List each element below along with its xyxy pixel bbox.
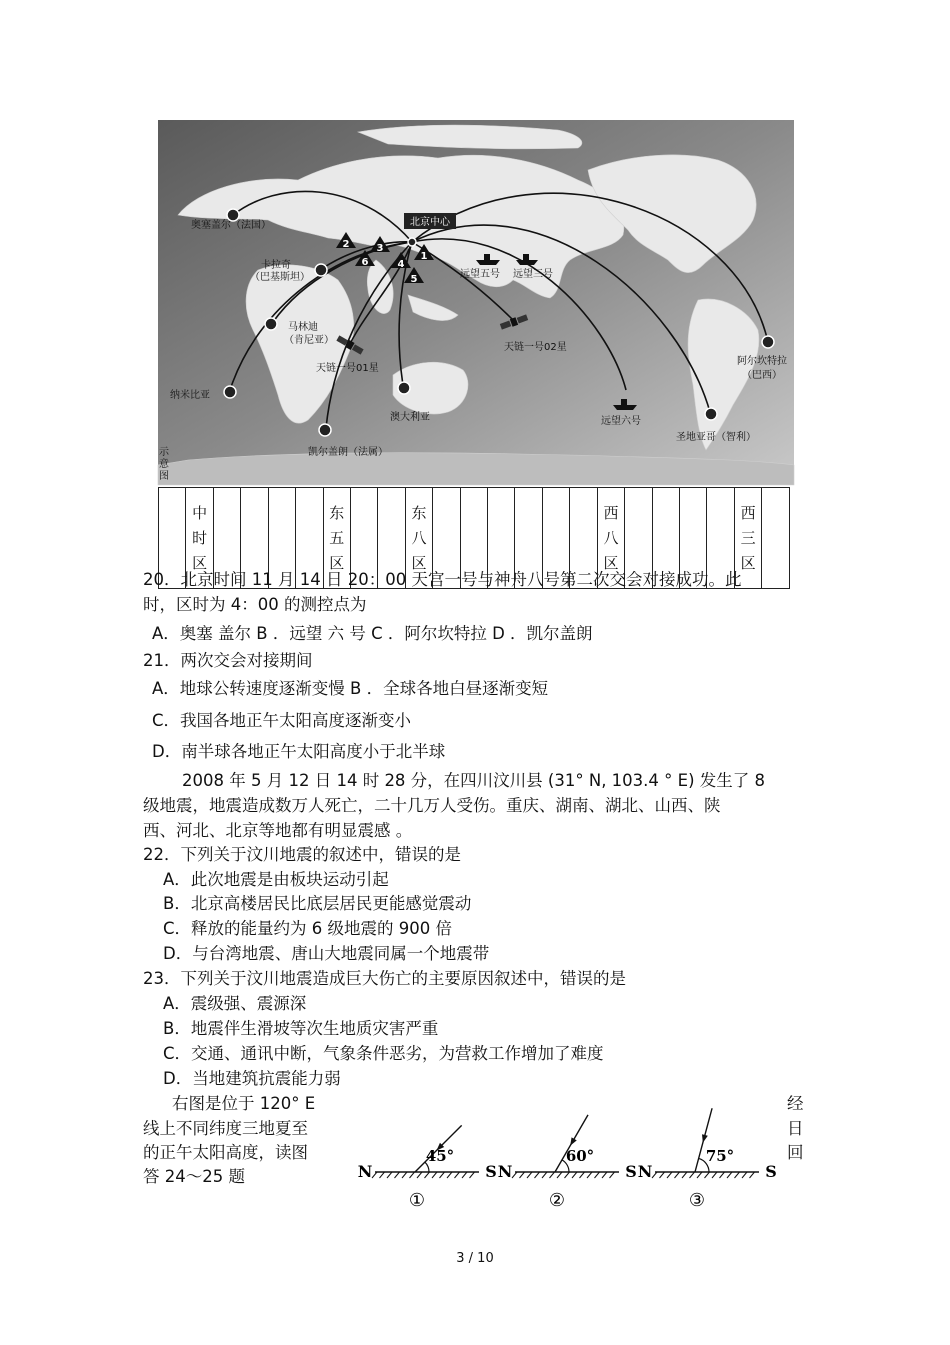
timezone-char: 西 bbox=[740, 503, 756, 522]
q23-option-d: D．当地建筑抗震能力弱 bbox=[163, 1069, 341, 1088]
angle-label: 75° bbox=[705, 1147, 735, 1165]
sun-ray-arrow bbox=[702, 1134, 708, 1143]
ground-hatch bbox=[742, 1172, 747, 1178]
q20-options: A．奥塞 盖尔 B ．远望 六 号 C ．阿尔坎特拉 D ．凯尔盖朗 bbox=[152, 624, 593, 643]
q20-line2: 时，区时为 4：00 的测控点为 bbox=[143, 595, 367, 614]
ground-hatch bbox=[602, 1172, 607, 1178]
timezone-cell-text bbox=[598, 501, 624, 576]
label-karachi: 卡拉奇 bbox=[261, 260, 291, 271]
marker-label-5: 5 bbox=[410, 274, 418, 285]
sun-panel-3 bbox=[638, 1108, 777, 1211]
ground-hatch bbox=[690, 1172, 695, 1178]
ground-hatch bbox=[380, 1172, 385, 1178]
north-label: N bbox=[637, 1162, 653, 1181]
intro-right-3: 回 bbox=[787, 1143, 804, 1162]
timezone-char: 区 bbox=[411, 553, 427, 572]
marker-label-1: 1 bbox=[420, 251, 428, 262]
q22-option-c: C．释放的能量约为 6 级地震的 900 倍 bbox=[163, 919, 452, 938]
ground-hatch bbox=[705, 1172, 710, 1178]
ground-hatch bbox=[580, 1172, 585, 1178]
timezone-char bbox=[718, 501, 723, 526]
timezone-cell-text bbox=[515, 501, 541, 576]
timezone-cell-text bbox=[214, 501, 240, 576]
side-note-2: 意 bbox=[159, 459, 169, 470]
q20-line1: 20．北京时间 11 月 14 日 20：00 天宫一号与神舟八号第二次交会对接成功。此 bbox=[143, 570, 742, 589]
q23-option-b: B．地震伴生滑坡等次生地质灾害严重 bbox=[163, 1019, 439, 1038]
timezone-char bbox=[170, 513, 175, 538]
label-alcantara: 阿尔坎特拉 bbox=[737, 356, 787, 367]
dot-australia bbox=[398, 382, 410, 394]
paragraph-line3: 西、河北、北京等地都有明显震感 。 bbox=[143, 821, 413, 840]
ground-hatch bbox=[402, 1172, 407, 1178]
ground-hatch bbox=[572, 1172, 577, 1178]
ground-hatch bbox=[455, 1172, 460, 1178]
timezone-char bbox=[389, 526, 394, 551]
q21-options-ab: A．地球公转速度逐渐变慢 B ．全球各地白昼逐渐变短 bbox=[152, 679, 549, 698]
timezone-char bbox=[554, 526, 559, 551]
timezone-cell-text bbox=[296, 501, 322, 576]
ground-hatch bbox=[587, 1172, 592, 1178]
dot-santiago bbox=[705, 408, 717, 420]
sun-ray-arrow bbox=[570, 1137, 577, 1145]
timezone-char bbox=[252, 526, 257, 551]
ground-hatch bbox=[727, 1172, 732, 1178]
panel-number: ① bbox=[408, 1190, 426, 1211]
ground-hatch bbox=[610, 1172, 615, 1178]
timezone-char bbox=[307, 501, 312, 526]
timezone-char bbox=[663, 501, 668, 526]
ground-hatch bbox=[557, 1172, 562, 1178]
ground-hatch bbox=[697, 1172, 702, 1178]
timezone-char bbox=[499, 501, 504, 526]
timezone-char bbox=[636, 526, 641, 551]
ground-hatch bbox=[667, 1172, 672, 1178]
ground-hatch bbox=[550, 1172, 555, 1178]
timezone-cell-text bbox=[461, 501, 487, 576]
ground-hatch bbox=[720, 1172, 725, 1178]
ground-hatch bbox=[440, 1172, 445, 1178]
ground-hatch bbox=[372, 1172, 377, 1178]
timezone-cell-text bbox=[488, 501, 514, 576]
north-label: N bbox=[357, 1162, 373, 1181]
sun-angle-svg bbox=[355, 1100, 775, 1212]
intro-line4: 答 24～25 题 bbox=[143, 1167, 245, 1186]
ground-hatch bbox=[470, 1172, 475, 1178]
timezone-cell-text bbox=[543, 501, 569, 576]
label-kerguelen: 凯尔盖朗（法属） bbox=[308, 447, 388, 458]
timezone-char bbox=[636, 501, 641, 526]
timezone-char: 区 bbox=[603, 553, 619, 572]
label-australia: 澳大利亚 bbox=[390, 412, 430, 423]
sun-panel-2 bbox=[498, 1115, 637, 1211]
timezone-char bbox=[471, 526, 476, 551]
ground-hatch bbox=[675, 1172, 680, 1178]
timezone-char: 八 bbox=[411, 528, 427, 547]
timezone-char bbox=[773, 551, 778, 576]
q21-option-c: C．我国各地正午太阳高度逐渐变小 bbox=[152, 711, 412, 730]
timezone-char: 三 bbox=[740, 528, 756, 547]
paragraph-line1: 2008 年 5 月 12 日 14 时 28 分，在四川汶川县 (31° N, 103.4 ° E) 发生了 8 bbox=[182, 771, 766, 790]
timezone-char bbox=[444, 526, 449, 551]
ground-hatch bbox=[735, 1172, 740, 1178]
south-label: S bbox=[625, 1162, 637, 1181]
q22-stem: 22．下列关于汶川地震的叙述中，错误的是 bbox=[143, 845, 461, 864]
ground-hatch bbox=[520, 1172, 525, 1178]
timezone-char bbox=[663, 526, 668, 551]
angle-label: 60° bbox=[565, 1147, 595, 1165]
q23-option-c: C．交通、通讯中断，气象条件恶劣，为营救工作增加了难度 bbox=[163, 1044, 604, 1063]
timezone-cell-text bbox=[406, 501, 432, 576]
label-tianlian01: 天链一号01星 bbox=[316, 363, 379, 374]
label-aussegel: 奥塞盖尔（法国） bbox=[191, 220, 271, 231]
south-label: S bbox=[485, 1162, 497, 1181]
timezone-char bbox=[225, 526, 230, 551]
ground-hatch bbox=[535, 1172, 540, 1178]
timezone-char bbox=[170, 538, 175, 563]
timezone-char bbox=[691, 526, 696, 551]
timezone-cell-text bbox=[653, 501, 679, 576]
timezone-char bbox=[526, 501, 531, 526]
timezone-char: 区 bbox=[329, 553, 345, 572]
timezone-char: 时 bbox=[192, 528, 208, 547]
timezone-cell-text bbox=[570, 501, 596, 576]
ground-hatch bbox=[432, 1172, 437, 1178]
dot-kerguelen bbox=[319, 424, 331, 436]
south-label: S bbox=[765, 1162, 777, 1181]
timezone-cell bbox=[762, 488, 790, 589]
timezone-char: 五 bbox=[329, 528, 345, 547]
dot-karachi bbox=[315, 264, 327, 276]
timezone-char bbox=[170, 488, 175, 513]
timezone-char bbox=[252, 501, 257, 526]
timezone-char bbox=[280, 501, 285, 526]
timezone-char bbox=[280, 526, 285, 551]
panel-number: ③ bbox=[688, 1190, 706, 1211]
timezone-cell-text bbox=[707, 501, 733, 576]
q22-option-b: B．北京高楼居民比底层居民更能感觉震动 bbox=[163, 894, 472, 913]
timezone-char: 西 bbox=[603, 503, 619, 522]
timezone-char: 八 bbox=[603, 528, 619, 547]
timezone-cell-text bbox=[625, 501, 651, 576]
intro-right-2: 日 bbox=[787, 1119, 804, 1138]
timezone-cell-text bbox=[680, 501, 706, 576]
side-note-1: 示 bbox=[159, 447, 169, 458]
timezone-char bbox=[554, 501, 559, 526]
intro-line3: 的正午太阳高度，读图 bbox=[143, 1143, 308, 1162]
ground-hatch bbox=[387, 1172, 392, 1178]
timezone-cell-text bbox=[433, 501, 459, 576]
marker-label-2: 2 bbox=[342, 239, 350, 250]
ground-hatch bbox=[417, 1172, 422, 1178]
ground-hatch bbox=[750, 1172, 755, 1178]
label-alcantara-sub: （巴西） bbox=[742, 370, 782, 381]
timezone-cell-text bbox=[186, 501, 212, 576]
ground-hatch bbox=[542, 1172, 547, 1178]
timezone-char bbox=[389, 501, 394, 526]
dot-namibia bbox=[224, 386, 236, 398]
timezone-char bbox=[691, 501, 696, 526]
timezone-char: 东 bbox=[411, 503, 427, 522]
label-santiago: 圣地亚哥（智利） bbox=[676, 432, 756, 443]
timezone-cell-text bbox=[762, 501, 789, 576]
label-tianlian02: 天链一号02星 bbox=[504, 342, 567, 353]
q23-option-a: A．震级强、震源深 bbox=[163, 994, 307, 1013]
timezone-cell-text bbox=[241, 501, 267, 576]
timezone-char bbox=[581, 501, 586, 526]
timezone-char bbox=[773, 526, 778, 551]
beijing-center-label: 北京中心 bbox=[410, 217, 450, 228]
ground-hatch bbox=[712, 1172, 717, 1178]
ground-hatch bbox=[395, 1172, 400, 1178]
label-yuanwang5: 远望五号 bbox=[460, 269, 500, 280]
world-map-svg bbox=[158, 120, 794, 485]
ground-hatch bbox=[462, 1172, 467, 1178]
timezone-char bbox=[581, 526, 586, 551]
timezone-char bbox=[526, 526, 531, 551]
marker-label-4: 4 bbox=[397, 259, 405, 270]
ground-hatch bbox=[660, 1172, 665, 1178]
timezone-char bbox=[718, 526, 723, 551]
ground-hatch bbox=[447, 1172, 452, 1178]
label-malindi: 马林迪 bbox=[288, 322, 318, 333]
q23-stem: 23．下列关于汶川地震造成巨大伤亡的主要原因叙述中，错误的是 bbox=[143, 969, 626, 988]
side-note-3: 图 bbox=[159, 471, 169, 482]
q21-option-d: D．南半球各地正午太阳高度小于北半球 bbox=[152, 742, 446, 761]
label-malindi-sub: （肯尼亚） bbox=[284, 335, 334, 346]
ground-hatch bbox=[527, 1172, 532, 1178]
timezone-char bbox=[225, 501, 230, 526]
timezone-cell-text bbox=[378, 501, 404, 576]
sun-angle-diagram bbox=[355, 1100, 775, 1212]
timezone-char: 东 bbox=[329, 503, 345, 522]
ground-hatch bbox=[565, 1172, 570, 1178]
label-karachi-sub: （巴基斯坦） bbox=[250, 272, 310, 283]
timezone-char: 区 bbox=[740, 553, 756, 572]
timezone-char bbox=[773, 501, 778, 526]
q21-stem: 21．两次交会对接期间 bbox=[143, 651, 313, 670]
timezone-cell-text bbox=[735, 501, 761, 576]
timezone-char bbox=[471, 501, 476, 526]
timezone-char: 中 bbox=[192, 503, 208, 522]
q22-option-a: A．此次地震是由板块运动引起 bbox=[163, 870, 389, 889]
timezone-char bbox=[362, 526, 367, 551]
label-namibia: 纳米比亚 bbox=[170, 390, 210, 401]
dot-beijing bbox=[408, 238, 416, 246]
timezone-char bbox=[499, 526, 504, 551]
timezone-cell-text bbox=[324, 501, 350, 576]
ground-hatch bbox=[652, 1172, 657, 1178]
intro-line1: 右图是位于 120° E bbox=[172, 1094, 316, 1113]
intro-right-1: 经 bbox=[787, 1094, 804, 1113]
q22-option-d: D．与台湾地震、唐山大地震同属一个地震带 bbox=[163, 944, 490, 963]
angle-label: 45° bbox=[425, 1147, 455, 1165]
world-map-figure bbox=[158, 120, 794, 485]
paragraph-line2: 级地震，地震造成数万人死亡，二十几万人受伤。重庆、湖南、湖北、山西、陕 bbox=[143, 796, 721, 815]
panel-number: ② bbox=[548, 1190, 566, 1211]
timezone-char bbox=[444, 501, 449, 526]
label-yuanwang3: 远望三号 bbox=[513, 269, 553, 280]
intro-line2: 线上不同纬度三地夏至 bbox=[143, 1119, 308, 1138]
timezone-char bbox=[362, 501, 367, 526]
marker-label-3: 3 bbox=[376, 243, 384, 254]
sun-panel-1 bbox=[358, 1125, 497, 1211]
ground-hatch bbox=[512, 1172, 517, 1178]
timezone-char bbox=[307, 526, 312, 551]
north-label: N bbox=[497, 1162, 513, 1181]
timezone-cell-text bbox=[351, 501, 377, 576]
ground-hatch bbox=[410, 1172, 415, 1178]
ground-hatch bbox=[682, 1172, 687, 1178]
label-yuanwang6: 远望六号 bbox=[601, 416, 641, 427]
page-number: 3 / 10 bbox=[456, 1251, 494, 1266]
dot-malindi bbox=[265, 318, 277, 330]
timezone-char: 区 bbox=[192, 553, 208, 572]
dot-alcantara bbox=[762, 336, 774, 348]
ground-hatch bbox=[595, 1172, 600, 1178]
ground-hatch bbox=[425, 1172, 430, 1178]
timezone-cell-text bbox=[269, 501, 295, 576]
marker-label-6: 6 bbox=[361, 257, 369, 268]
